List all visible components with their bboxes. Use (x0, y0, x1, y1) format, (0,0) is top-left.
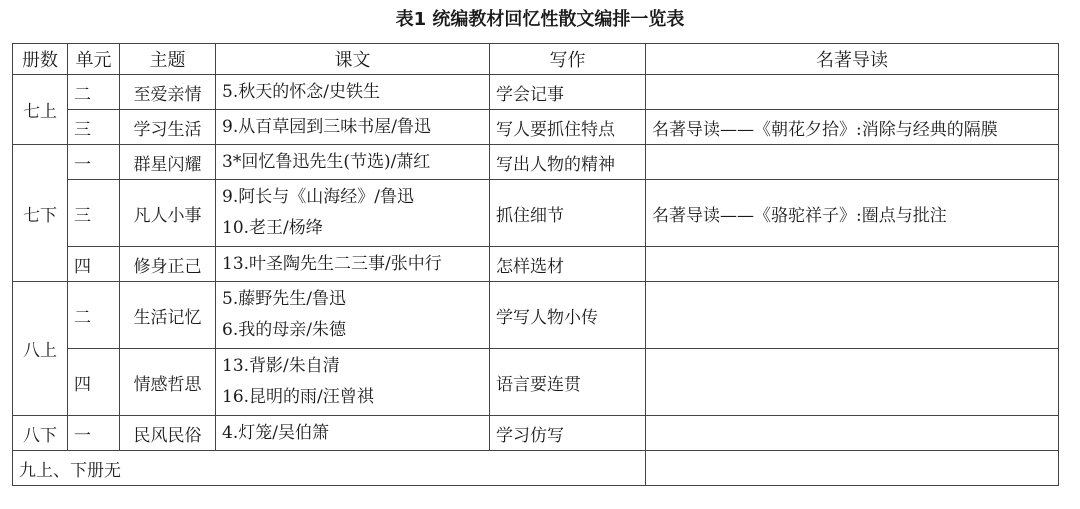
theme-cell: 学习生活 (120, 110, 216, 145)
lesson-cell (216, 180, 490, 247)
header-reading: 名著导读 (646, 44, 1059, 75)
header-theme: 主题 (120, 44, 216, 75)
header-lesson: 课文 (216, 44, 490, 75)
header-row (13, 44, 1059, 75)
lesson-cell (216, 349, 490, 416)
writing-cell: 学写人物小传 (490, 282, 646, 349)
unit-cell: 二 (68, 75, 120, 110)
footer-empty-cell (646, 451, 1059, 486)
book-cell: 八上 (13, 282, 68, 416)
theme-cell: 民风民俗 (120, 416, 216, 451)
unit-cell: 一 (68, 145, 120, 180)
table-row (13, 247, 1059, 282)
lesson-line: 10.老王/杨绛 (222, 218, 323, 238)
writing-cell: 学习仿写 (490, 416, 646, 451)
footer-row (13, 451, 1059, 486)
lesson-line: 9.从百草园到三味书屋/鲁迅 (222, 116, 431, 137)
lesson-cell (216, 282, 490, 349)
lesson-line: 3*回忆鲁迅先生(节选)/萧红 (222, 151, 431, 172)
header-book: 册数 (13, 44, 68, 75)
theme-cell: 修身正己 (120, 247, 216, 282)
reading-cell (646, 247, 1059, 282)
reading-cell (646, 145, 1059, 180)
reading-cell: 名著导读——《骆驼祥子》:圈点与批注 (646, 180, 1059, 247)
writing-cell: 怎样选材 (490, 247, 646, 282)
lesson-cell (216, 75, 490, 110)
writing-cell: 抓住细节 (490, 180, 646, 247)
lesson-line: 13.背影/朱自清 (222, 356, 340, 376)
table-row (13, 416, 1059, 451)
unit-cell: 一 (68, 416, 120, 451)
essay-arrangement-table (12, 43, 1059, 486)
reading-cell (646, 416, 1059, 451)
theme-cell: 情感哲思 (120, 349, 216, 416)
lesson-line: 13.叶圣陶先生二三事/张中行 (222, 253, 442, 274)
lesson-cell (216, 247, 490, 282)
table-row (13, 110, 1059, 145)
header-writing: 写作 (490, 44, 646, 75)
unit-cell: 三 (68, 180, 120, 247)
lesson-line: 9.阿长与《山海经》/鲁迅 (222, 187, 414, 207)
reading-cell (646, 282, 1059, 349)
lesson-line: 5.藤野先生/鲁迅 (222, 289, 346, 309)
writing-cell: 写出人物的精神 (490, 145, 646, 180)
theme-cell: 凡人小事 (120, 180, 216, 247)
table-row (13, 349, 1059, 416)
footer-note: 九上、下册无 (13, 451, 646, 486)
book-cell: 八下 (13, 416, 68, 451)
book-cell: 七下 (13, 145, 68, 282)
lesson-line: 16.昆明的雨/汪曾祺 (222, 387, 374, 407)
theme-cell: 生活记忆 (120, 282, 216, 349)
reading-cell (646, 75, 1059, 110)
lesson-line: 4.灯笼/吴伯箫 (222, 422, 329, 443)
unit-cell: 二 (68, 282, 120, 349)
reading-cell (646, 349, 1059, 416)
theme-cell: 群星闪耀 (120, 145, 216, 180)
reading-cell: 名著导读——《朝花夕拾》:消除与经典的隔膜 (646, 110, 1059, 145)
unit-cell: 四 (68, 349, 120, 416)
theme-cell: 至爱亲情 (120, 75, 216, 110)
header-unit: 单元 (68, 44, 120, 75)
table-row (13, 282, 1059, 349)
unit-cell: 四 (68, 247, 120, 282)
table-caption: 表1 统编教材回忆性散文编排一览表 (395, 9, 685, 30)
unit-cell: 三 (68, 110, 120, 145)
lesson-cell (216, 145, 490, 180)
lesson-line: 5.秋天的怀念/史铁生 (222, 81, 380, 102)
lesson-line: 6.我的母亲/朱德 (222, 320, 346, 340)
lesson-cell (216, 110, 490, 145)
table-row (13, 180, 1059, 247)
table-row (13, 75, 1059, 110)
table-row (13, 145, 1059, 180)
writing-cell: 学会记事 (490, 75, 646, 110)
book-cell: 七上 (13, 75, 68, 145)
writing-cell: 写人要抓住特点 (490, 110, 646, 145)
lesson-cell (216, 416, 490, 451)
writing-cell: 语言要连贯 (490, 349, 646, 416)
